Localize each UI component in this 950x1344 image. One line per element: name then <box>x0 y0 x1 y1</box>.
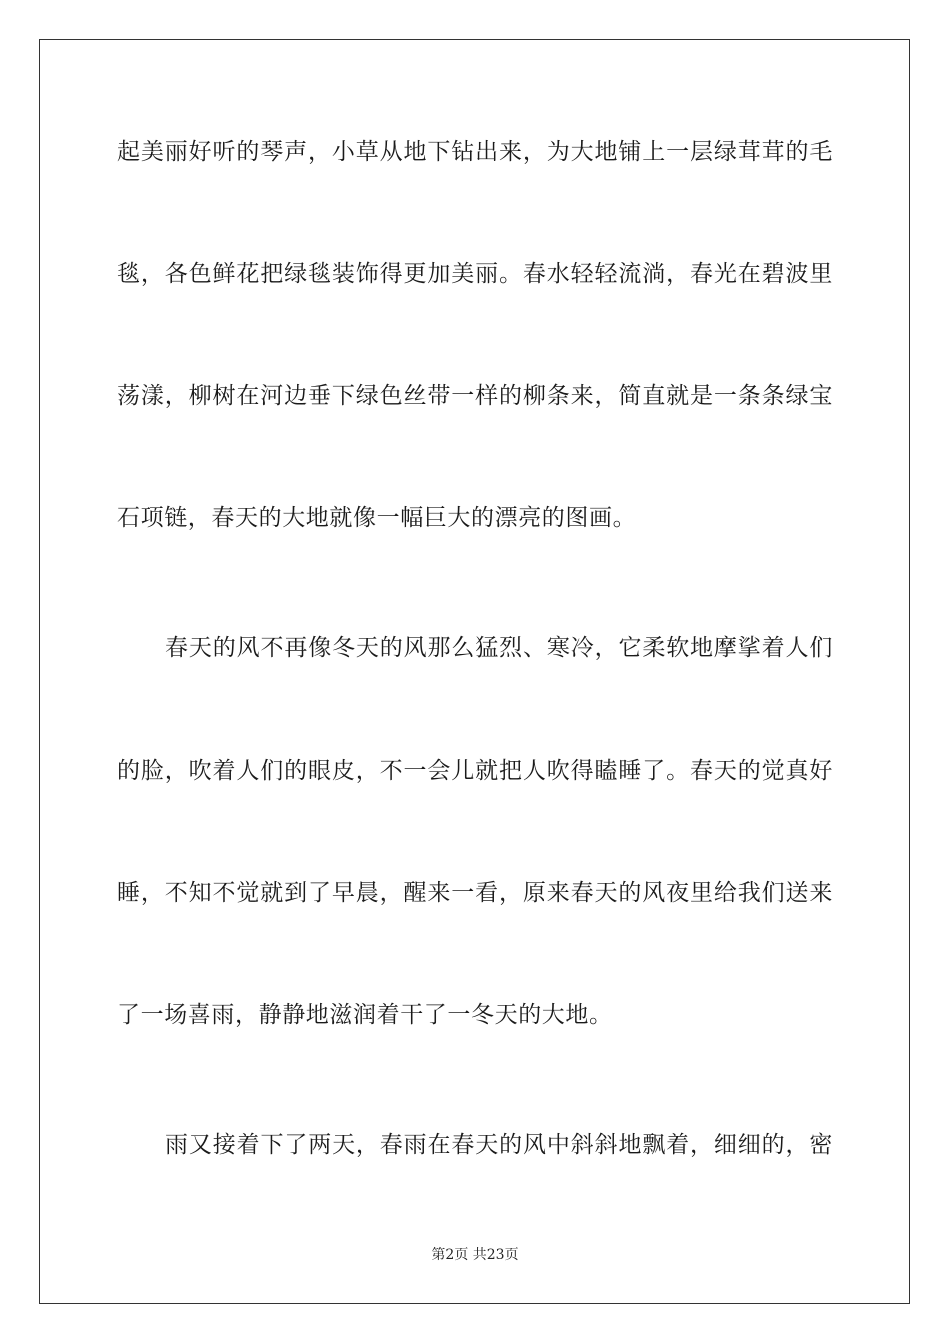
text-line: 荡漾，柳树在河边垂下绿色丝带一样的柳条来，简直就是一条条绿宝 <box>117 383 833 409</box>
text-line: 春天的风不再像冬天的风那么猛烈、寒冷，它柔软地摩挲着人们 <box>165 635 833 661</box>
text-line: 毯，各色鲜花把绿毯装饰得更加美丽。春水轻轻流淌，春光在碧波里 <box>117 261 833 287</box>
text-line: 起美丽好听的琴声，小草从地下钻出来，为大地铺上一层绿茸茸的毛 <box>117 139 833 165</box>
page-border <box>39 39 910 1304</box>
text-line: 雨又接着下了两天，春雨在春天的风中斜斜地飘着，细细的，密 <box>165 1132 833 1158</box>
text-line: 的脸，吹着人们的眼皮，不一会儿就把人吹得瞌睡了。春天的觉真好 <box>117 758 833 784</box>
page-number-footer: 第2页 共23页 <box>431 1247 519 1263</box>
text-line: 了一场喜雨，静静地滋润着干了一冬天的大地。 <box>117 1002 613 1028</box>
text-line: 睡，不知不觉就到了早晨，醒来一看，原来春天的风夜里给我们送来 <box>117 880 833 906</box>
text-line: 石项链，春天的大地就像一幅巨大的漂亮的图画。 <box>117 505 637 531</box>
